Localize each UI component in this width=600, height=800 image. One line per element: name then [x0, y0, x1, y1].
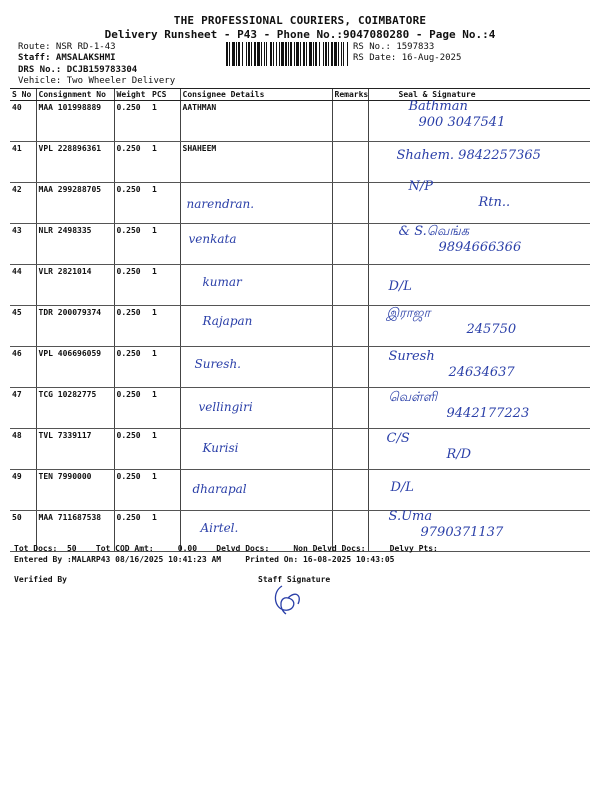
company-name: THE PROFESSIONAL COURIERS, COIMBATORE: [173, 14, 427, 27]
row-weight: [114, 142, 150, 183]
handwritten-signature: Shahem. 9842257365: [396, 148, 541, 163]
col-pcs: PCS: [150, 89, 180, 101]
row-remarks: [332, 183, 368, 224]
row-consignee: [180, 183, 332, 224]
col-consignment: Consignment No: [36, 89, 114, 101]
row-consignee: [180, 101, 332, 142]
row-consignment-no: [36, 142, 114, 183]
row-seal: [368, 179, 590, 224]
row-seal: [368, 101, 590, 142]
row-consignment-no-text: VPL 228896361: [38, 144, 102, 153]
row-sno-text: 44: [12, 267, 22, 276]
row-pcs: [150, 224, 180, 265]
verified-by: Verified By: [14, 575, 67, 584]
row-seal: [368, 470, 590, 511]
row-seal: [368, 388, 590, 429]
runsheet-title: Delivery Runsheet - P43 - Phone No.:9047080280 - Page No.:4: [104, 28, 496, 41]
row-weight: [114, 101, 150, 142]
row-consignment-no: [36, 265, 114, 306]
row-weight: [114, 347, 150, 388]
row-consignee-text: SHAHEEM: [182, 144, 217, 153]
row-sno-text: 46: [12, 349, 22, 358]
handwritten-consignee: Airtel.: [200, 521, 239, 535]
col-weight: Weight: [114, 89, 150, 101]
row-pcs: [150, 142, 180, 183]
row-sno: [10, 142, 36, 183]
row-sno: [10, 306, 36, 347]
row-pcs-text: 1: [152, 308, 157, 317]
row-pcs-text: 1: [152, 185, 157, 194]
row-consignment-no-text: MAA 101998889: [38, 103, 102, 112]
row-pcs: [150, 470, 180, 511]
row-weight: [114, 388, 150, 429]
handwritten-consignee: Kurisi: [202, 441, 239, 455]
row-consignee: [180, 347, 332, 388]
vehicle: Vehicle: Two Wheeler Delivery: [18, 76, 176, 86]
handwritten-signature: Suresh: [388, 349, 435, 364]
rs-no: RS No.: 1597833: [353, 42, 435, 52]
row-consignment-no: [36, 183, 114, 224]
handwritten-signature: & S.வெங்க: [398, 224, 470, 239]
row-pcs: [150, 306, 180, 347]
handwritten-signature-note: 24634637: [448, 365, 515, 380]
barcode: [226, 42, 348, 66]
row-weight: [114, 265, 150, 306]
row-pcs: [150, 265, 180, 306]
row-weight: [114, 306, 150, 347]
row-sno-text: 45: [12, 308, 22, 317]
handwritten-consignee: Rajapan: [202, 314, 253, 328]
row-weight-text: 0.250: [116, 185, 141, 194]
row-sno-text: 42: [12, 185, 22, 194]
row-sno-text: 49: [12, 472, 22, 481]
handwritten-signature: Bathman: [408, 99, 468, 114]
row-remarks: [332, 470, 368, 511]
handwritten-signature-note: 9894666366: [438, 240, 522, 255]
col-seal: Seal & Signature: [368, 89, 590, 101]
handwritten-signature: வெள்ளி: [388, 390, 438, 405]
row-remarks: [332, 306, 368, 347]
route: Route: NSR RD-1-43: [18, 42, 116, 52]
row-weight-text: 0.250: [116, 144, 141, 153]
row-consignment-no-text: TVL 7339117: [38, 431, 92, 440]
row-pcs-text: 1: [152, 431, 157, 440]
row-pcs-text: 1: [152, 144, 157, 153]
row-remarks: [332, 429, 368, 470]
row-weight: [114, 224, 150, 265]
runsheet-table: [10, 88, 590, 552]
handwritten-consignee: dharapal: [192, 482, 247, 496]
row-weight: [114, 183, 150, 224]
row-seal: [368, 347, 590, 388]
table-row: [10, 101, 590, 142]
row-consignment-no: [36, 306, 114, 347]
row-consignee: [180, 306, 332, 347]
col-sno: S No: [10, 89, 36, 101]
row-seal: [368, 265, 590, 306]
table-header-row: [10, 89, 590, 101]
handwritten-signature: D/L: [390, 480, 414, 495]
row-pcs-text: 1: [152, 226, 157, 235]
row-consignee: [180, 388, 332, 429]
row-consignment-no: [36, 470, 114, 511]
row-sno-text: 47: [12, 390, 22, 399]
handwritten-signature: S.Uma: [388, 509, 433, 524]
staff-signature-label: Staff Signature: [258, 575, 331, 584]
table-row: [10, 265, 590, 306]
row-pcs: [150, 101, 180, 142]
row-consignee: [180, 265, 332, 306]
col-remarks: Remarks: [332, 89, 368, 101]
totals-line: Tot Docs: 50 Tot COD Amt: 0.00 Delvd Docs: Non Delvd Docs: Delvy Pts:: [14, 544, 438, 553]
row-sno: [10, 429, 36, 470]
staff-signature-scribble: [268, 582, 308, 618]
row-weight-text: 0.250: [116, 103, 141, 112]
row-consignment-no-text: TEN 7990000: [38, 472, 92, 481]
row-weight-text: 0.250: [116, 349, 141, 358]
row-consignment-no: [36, 429, 114, 470]
row-consignment-no-text: MAA 711687538: [38, 513, 102, 522]
row-remarks: [332, 142, 368, 183]
row-pcs-text: 1: [152, 390, 157, 399]
row-sno-text: 50: [12, 513, 22, 522]
row-sno: [10, 183, 36, 224]
rs-date: RS Date: 16-Aug-2025: [353, 53, 462, 63]
row-sno: [10, 347, 36, 388]
row-seal: [368, 429, 590, 470]
row-sno: [10, 101, 36, 142]
row-consignment-no-text: VPL 406696059: [38, 349, 102, 358]
row-consignee: [180, 470, 332, 511]
handwritten-consignee: vellingiri: [198, 400, 253, 414]
row-remarks: [332, 265, 368, 306]
row-remarks: [332, 224, 368, 265]
table-row: [10, 470, 590, 511]
row-seal: [368, 224, 590, 265]
row-sno: [10, 224, 36, 265]
handwritten-consignee: kumar: [202, 275, 242, 289]
row-sno: [10, 470, 36, 511]
row-seal: [368, 142, 590, 183]
handwritten-signature-note: 9442177223: [446, 406, 530, 421]
row-consignment-no: [36, 388, 114, 429]
row-pcs: [150, 183, 180, 224]
row-consignee-text: AATHMAN: [182, 103, 217, 112]
table-row: [10, 306, 590, 347]
staff: Staff: AMSALAKSHMI: [18, 53, 116, 63]
row-seal: [368, 306, 590, 347]
row-weight-text: 0.250: [116, 226, 141, 235]
row-weight-text: 0.250: [116, 513, 141, 522]
handwritten-signature-note: 9790371137: [420, 525, 504, 540]
handwritten-signature: C/S: [386, 431, 410, 446]
row-consignment-no-text: TCG 10282775: [38, 390, 97, 399]
entered-by-line: Entered By :MALARP43 08/16/2025 10:41:23 AM Printed On: 16-08-2025 10:43:05: [14, 555, 395, 564]
table-row: [10, 224, 590, 265]
handwritten-signature-note: 245750: [466, 322, 517, 337]
row-consignment-no-text: TDR 200079374: [38, 308, 102, 317]
handwritten-signature-note: R/D: [446, 447, 472, 462]
row-weight: [114, 470, 150, 511]
handwritten-consignee: venkata: [188, 232, 237, 246]
row-sno-text: 41: [12, 144, 22, 153]
row-pcs-text: 1: [152, 513, 157, 522]
row-remarks: [332, 101, 368, 142]
row-consignee: [180, 224, 332, 265]
row-consignee: [180, 142, 332, 183]
handwritten-consignee: Suresh.: [194, 357, 241, 371]
row-consignment-no-text: VLR 2821014: [38, 267, 92, 276]
row-pcs: [150, 388, 180, 429]
row-sno: [10, 265, 36, 306]
row-weight-text: 0.250: [116, 308, 141, 317]
row-sno: [10, 388, 36, 429]
handwritten-signature: N/P: [408, 179, 434, 194]
row-pcs-text: 1: [152, 103, 157, 112]
col-consignee: Consignee Details: [180, 89, 332, 101]
row-weight-text: 0.250: [116, 472, 141, 481]
drs-no: DRS No.: DCJB159783304: [18, 65, 138, 75]
handwritten-signature: D/L: [388, 279, 412, 294]
handwritten-signature-note: 900 3047541: [418, 115, 506, 130]
row-pcs: [150, 429, 180, 470]
table-row: [10, 429, 590, 470]
row-consignment-no: [36, 224, 114, 265]
handwritten-consignee: narendran.: [186, 197, 255, 211]
row-weight-text: 0.250: [116, 267, 141, 276]
row-sno-text: 40: [12, 103, 22, 112]
row-pcs-text: 1: [152, 472, 157, 481]
row-weight: [114, 429, 150, 470]
row-consignee: [180, 429, 332, 470]
row-pcs-text: 1: [152, 267, 157, 276]
row-remarks: [332, 388, 368, 429]
row-pcs: [150, 347, 180, 388]
handwritten-signature: இராஜா: [386, 306, 431, 321]
row-pcs-text: 1: [152, 349, 157, 358]
table-row: [10, 347, 590, 388]
row-consignment-no-text: NLR 2498335: [38, 226, 92, 235]
table-row: [10, 142, 590, 183]
row-consignment-no-text: MAA 299288705: [38, 185, 102, 194]
row-consignment-no: [36, 347, 114, 388]
row-weight-text: 0.250: [116, 431, 141, 440]
row-remarks: [332, 347, 368, 388]
row-consignment-no: [36, 101, 114, 142]
handwritten-signature-note: Rtn..: [478, 195, 511, 210]
table-row: [10, 388, 590, 429]
row-sno-text: 48: [12, 431, 22, 440]
row-weight-text: 0.250: [116, 390, 141, 399]
table-row: [10, 183, 590, 224]
row-sno-text: 43: [12, 226, 22, 235]
